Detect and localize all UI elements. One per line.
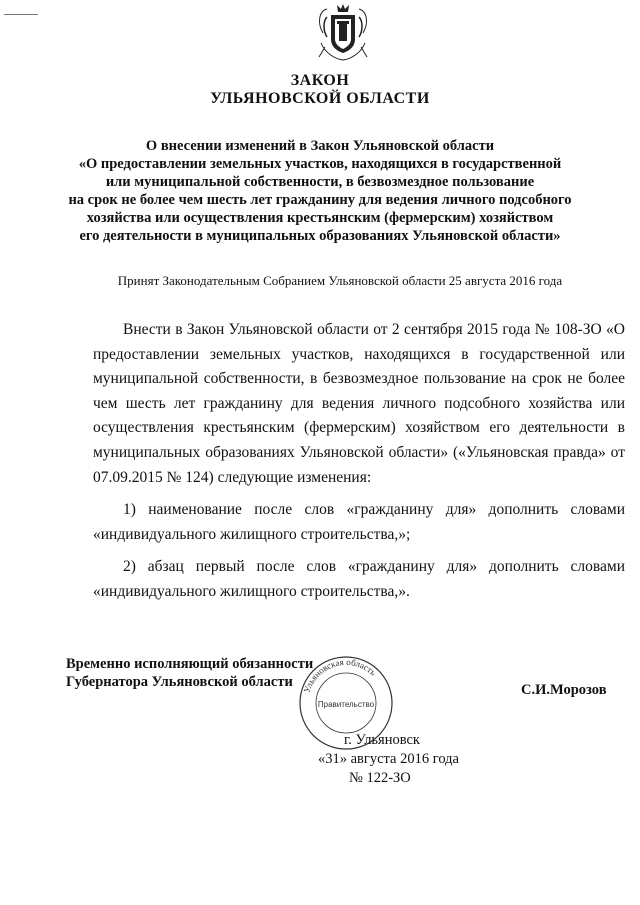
- adoption-note: Принят Законодательным Собранием Ульяновской области 25 августа 2016 года: [117, 273, 563, 288]
- law-body: [93, 318, 625, 605]
- subject-line5: хозяйства или осуществления крестьянским (фермерским) хозяйством: [86, 210, 554, 226]
- law-title-line1: ЗАКОН: [290, 72, 350, 89]
- subject-line1: О внесении изменений в Закон Ульяновской области: [145, 138, 495, 154]
- seal-center-text: Правительство: [317, 700, 375, 709]
- seal-ring-text: Ульяновская область: [301, 656, 379, 695]
- subject-line4: на срок не более чем шесть лет гражданину для ведения личного подсобного: [68, 192, 572, 208]
- amendment-item-1: 1) наименование после слов «гражданину для» дополнить словами «индивидуального жилищного строительства,»;: [93, 501, 625, 543]
- law-title-line2: УЛЬЯНОВСКОЙ ОБЛАСТИ: [210, 90, 430, 107]
- footer-date: «31» августа 2016 года: [318, 751, 459, 767]
- subject-line2: «О предоставлении земельных участков, находящихся в государственной: [78, 156, 562, 172]
- footer-city: г. Ульяновск: [344, 732, 420, 748]
- subject-line6: его деятельности в муниципальных образованиях Ульяновской области»: [79, 228, 561, 244]
- signer-title: [66, 655, 313, 691]
- footer-number: № 122-ЗО: [349, 770, 411, 786]
- law-title: [0, 72, 640, 108]
- signer-name: С.И.Морозов: [521, 682, 607, 698]
- amendment-item-2: 2) абзац первый после слов «гражданину для» дополнить словами «индивидуального жилищного строительства,».: [93, 558, 625, 600]
- law-subject: [0, 137, 640, 245]
- document-footer: [300, 731, 459, 788]
- signer-title-line2: Губернатора Ульяновской области: [66, 674, 293, 690]
- subject-line3: или муниципальной собственности, в безвозмездное пользование: [105, 174, 535, 190]
- corner-mark: [4, 14, 38, 15]
- body-intro: Внести в Закон Ульяновской области от 2 сентября 2015 года № 108-ЗО «О предоставлении земельных участков, находящихся в государственной или муниципальной собственности, в безвозмездное пользование на срок не более чем шесть лет гражданину для ведения личного подсобного хозяйства или осуществления крестьянским (фермерским) хозяйством его деятельности в муниципальных образованиях Ульяновской области» («Ульяновская правда» от 07.09.2015 № 124) следующие изменения:: [93, 321, 625, 486]
- coat-of-arms-emblem: [315, 3, 371, 63]
- signer-title-line1: Временно исполняющий обязанности: [66, 656, 314, 672]
